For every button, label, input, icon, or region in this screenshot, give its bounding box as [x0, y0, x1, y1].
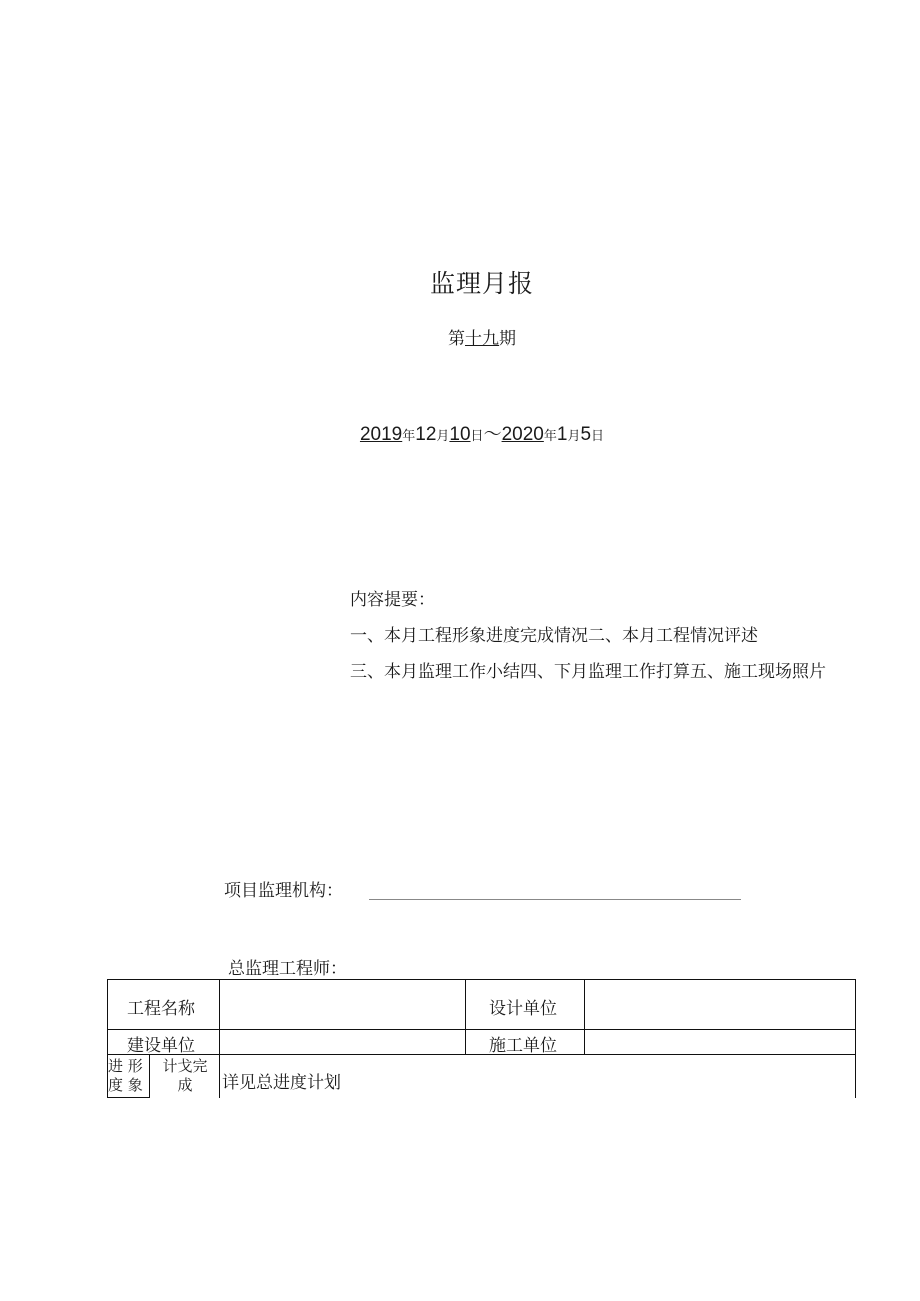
content-summary	[350, 582, 860, 690]
org-signature-line	[369, 899, 741, 900]
plan-label-line-1: 计戈完	[162, 1057, 208, 1075]
table-line-col1	[219, 979, 220, 1098]
table-line-col2	[465, 979, 466, 1055]
summary-line-1: 一、本月工程形象进度完成情况二、本月工程情况评述	[350, 626, 758, 646]
chief-engineer-label: 总监理工程师：	[228, 959, 347, 979]
plan-label	[156, 1057, 214, 1095]
progress-char-xing: 形	[127, 1057, 143, 1075]
progress-char-xiang: 象	[127, 1076, 143, 1094]
report-title: 监理月报	[429, 269, 534, 298]
end-month: 1	[556, 424, 568, 445]
plan-label-line-2: 成	[177, 1076, 193, 1094]
day-char-1: 日	[470, 429, 484, 444]
issue-number-value: 十九	[465, 329, 499, 349]
contractor-label: 施工单位	[489, 1036, 557, 1056]
start-month: 12	[415, 424, 437, 445]
issue-prefix: 第	[448, 329, 465, 349]
year-char-1: 年	[402, 429, 416, 444]
project-name-label: 工程名称	[127, 999, 195, 1019]
end-year: 2020	[501, 424, 544, 445]
period-separator: ～	[483, 424, 502, 445]
start-day: 10	[449, 424, 471, 445]
year-char-2: 年	[543, 429, 557, 444]
issue-suffix: 期	[499, 329, 516, 349]
issue-number	[0, 324, 920, 349]
summary-line-2: 三、本月监理工作小结四、下月监理工作打算五、施工现场照片	[350, 662, 826, 682]
table-line-right	[855, 979, 856, 1098]
month-char-1: 月	[436, 429, 450, 444]
owner-label: 建设单位	[127, 1036, 195, 1056]
progress-char-du: 度	[108, 1076, 124, 1094]
progress-value: 详见总进度计划	[222, 1073, 341, 1093]
org-label: 项目监理机构：	[224, 881, 343, 901]
start-year: 2019	[359, 424, 403, 445]
summary-heading: 内容提要：	[350, 590, 435, 610]
table-line-progress-divider	[149, 1054, 150, 1098]
report-period	[0, 420, 920, 446]
table-line-col3	[584, 979, 585, 1055]
progress-char-jin: 进	[108, 1057, 124, 1075]
design-unit-label: 设计单位	[489, 999, 557, 1019]
progress-label-col-a	[108, 1057, 143, 1095]
month-char-2: 月	[567, 429, 581, 444]
day-char-2: 日	[591, 429, 605, 444]
table-line-progress-bottom	[107, 1097, 149, 1098]
end-day: 5	[580, 424, 592, 445]
